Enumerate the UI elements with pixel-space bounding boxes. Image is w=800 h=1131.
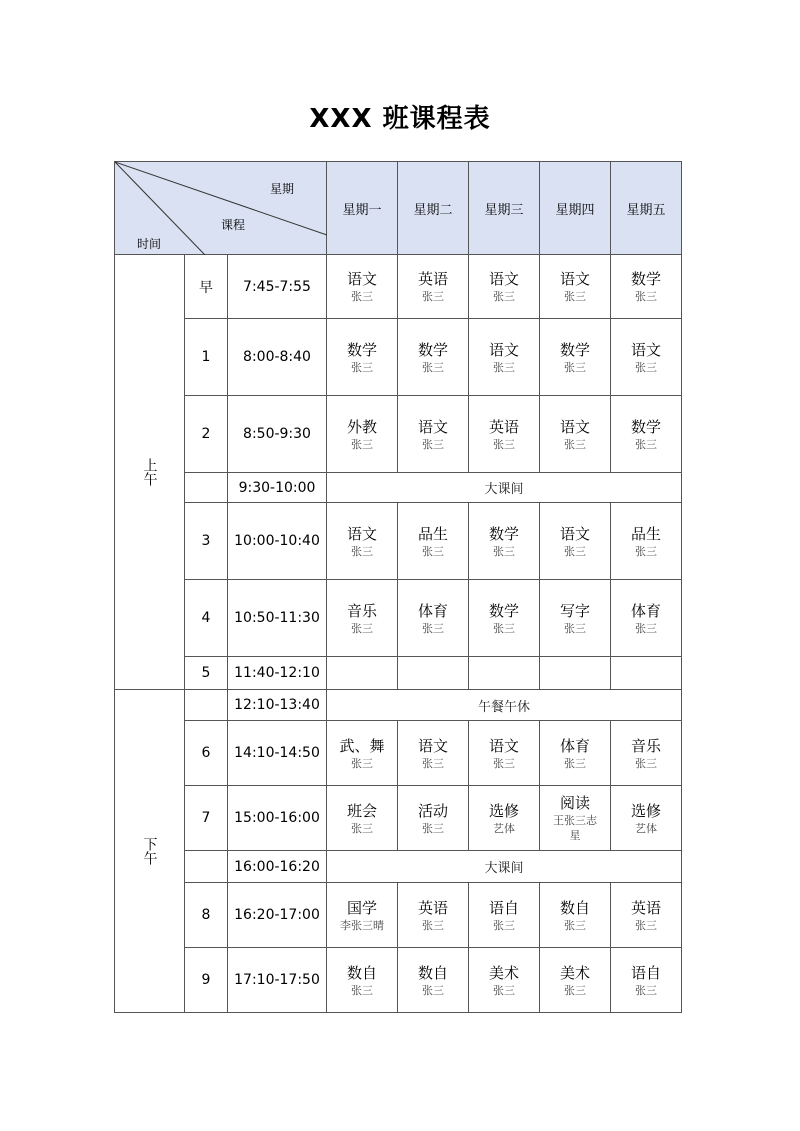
period-number: 4 (185, 580, 228, 657)
class-cell (327, 396, 398, 473)
class-cell (327, 883, 398, 948)
teacher-name: 张三 (635, 290, 658, 303)
subject-name: 数学 (631, 417, 662, 436)
class-cell (540, 883, 611, 948)
subject-name: 语文 (489, 736, 520, 755)
subject-name: 数学 (418, 340, 449, 359)
time-range: 9:30-10:00 (228, 473, 327, 503)
corner-header (115, 162, 327, 255)
subject-name: 选修 (631, 801, 662, 820)
class-cell (398, 883, 469, 948)
class-cell (398, 396, 469, 473)
teacher-name: 张三 (493, 621, 516, 635)
subject-name: 音乐 (347, 601, 378, 620)
day-header: 星期五 (611, 162, 682, 255)
class-cell (327, 580, 398, 657)
period-number: 9 (185, 948, 228, 1013)
teacher-name: 张三 (422, 983, 445, 997)
class-cell (327, 503, 398, 580)
period-number (185, 851, 228, 883)
class-row (115, 396, 682, 473)
session-label: 上午 (115, 255, 185, 690)
session-label: 下午 (115, 690, 185, 1013)
period-number: 8 (185, 883, 228, 948)
subject-name: 美术 (560, 963, 591, 982)
subject-name: 数学 (489, 601, 520, 620)
subject-name: 国学 (347, 898, 378, 917)
teacher-name: 张三 (422, 290, 445, 303)
time-range: 10:50-11:30 (228, 580, 327, 657)
class-cell (540, 255, 611, 319)
subject-name: 语文 (560, 270, 591, 288)
class-row (115, 319, 682, 396)
class-row (115, 721, 682, 786)
class-cell (611, 580, 682, 657)
subject-name: 英语 (631, 898, 662, 917)
teacher-name: 张三 (422, 756, 445, 770)
class-cell (540, 786, 611, 851)
period-number: 2 (185, 396, 228, 473)
subject-name: 品生 (418, 524, 449, 543)
time-range: 17:10-17:50 (228, 948, 327, 1013)
class-cell (398, 721, 469, 786)
time-range: 15:00-16:00 (228, 786, 327, 851)
class-cell (398, 255, 469, 319)
period-number: 3 (185, 503, 228, 580)
subject-name: 体育 (631, 601, 662, 620)
class-row (115, 657, 682, 690)
class-cell (327, 319, 398, 396)
subject-name: 武、舞 (339, 736, 385, 755)
class-cell (611, 786, 682, 851)
subject-name: 语文 (489, 270, 520, 288)
class-cell (327, 786, 398, 851)
time-range: 8:50-9:30 (228, 396, 327, 473)
teacher-name: 张三 (493, 756, 516, 770)
class-cell (611, 319, 682, 396)
subject-name: 外教 (347, 417, 378, 436)
teacher-name: 张三 (564, 918, 587, 932)
subject-name: 语文 (347, 524, 378, 543)
teacher-name: 张三 (493, 918, 516, 932)
teacher-name: 张三 (564, 621, 587, 635)
class-cell (327, 255, 398, 319)
teacher-name: 张三 (635, 544, 658, 558)
teacher-name: 张三 (635, 983, 658, 997)
teacher-name: 张三 (422, 544, 445, 558)
teacher-name: 艺体 (635, 821, 658, 835)
time-range: 8:00-8:40 (228, 319, 327, 396)
subject-name: 班会 (347, 801, 378, 820)
teacher-name: 张三 (493, 544, 516, 558)
period-number: 早 (185, 255, 228, 319)
teacher-name: 张三 (351, 621, 374, 635)
subject-name: 音乐 (631, 736, 662, 755)
subject-name: 数自 (418, 963, 449, 982)
class-cell (469, 948, 540, 1013)
class-cell (611, 883, 682, 948)
period-number (185, 473, 228, 503)
subject-name: 语文 (418, 417, 449, 436)
teacher-name: 张三 (493, 360, 516, 374)
time-range: 10:00-10:40 (228, 503, 327, 580)
break-row (115, 851, 682, 883)
corner-weekday-label: 星期 (270, 182, 295, 196)
class-cell (540, 948, 611, 1013)
teacher-name: 张三 (493, 983, 516, 997)
corner-time-label: 时间 (137, 237, 162, 251)
corner-course-label: 课程 (221, 218, 246, 232)
header-row (115, 162, 682, 255)
teacher-name: 张三 (351, 983, 374, 997)
period-number: 1 (185, 319, 228, 396)
subject-name: 写字 (560, 601, 591, 620)
teacher-name: 张三 (564, 544, 587, 558)
teacher-name: 张三 (564, 756, 587, 770)
time-range: 7:45-7:55 (228, 255, 327, 319)
class-row (115, 503, 682, 580)
subject-name: 英语 (489, 417, 520, 436)
class-cell (327, 721, 398, 786)
timetable (114, 161, 682, 1013)
subject-name: 语文 (560, 524, 591, 543)
day-header: 星期一 (327, 162, 398, 255)
class-row (115, 948, 682, 1013)
teacher-name: 张三 (564, 360, 587, 374)
break-label: 大课间 (327, 473, 682, 503)
class-cell (540, 319, 611, 396)
time-range: 16:20-17:00 (228, 883, 327, 948)
teacher-name: 张三 (351, 544, 374, 558)
period-number: 5 (185, 657, 228, 690)
class-cell (469, 786, 540, 851)
subject-name: 语文 (489, 340, 520, 359)
teacher-name: 张三 (635, 918, 658, 932)
break-row (115, 473, 682, 503)
class-cell (611, 255, 682, 319)
teacher-name: 张三 (635, 360, 658, 374)
class-cell (469, 883, 540, 948)
teacher-name: 张三 (422, 621, 445, 635)
teacher-name: 艺体 (493, 821, 516, 835)
teacher-name: 张三 (351, 290, 374, 303)
class-row (115, 883, 682, 948)
subject-name: 美术 (489, 963, 520, 982)
class-cell (611, 721, 682, 786)
subject-name: 数学 (489, 524, 520, 543)
class-cell (469, 657, 540, 690)
class-cell (398, 580, 469, 657)
teacher-name: 张三 (564, 437, 587, 451)
class-cell (469, 255, 540, 319)
teacher-name: 张三 (635, 621, 658, 635)
teacher-name: 张三 (564, 983, 587, 997)
teacher-name: 张三 (422, 918, 445, 932)
day-header: 星期三 (469, 162, 540, 255)
subject-name: 语自 (631, 963, 662, 982)
teacher-name: 张三 (422, 821, 445, 835)
subject-name: 品生 (631, 524, 662, 543)
subject-name: 数自 (560, 898, 591, 917)
subject-name: 数学 (631, 270, 662, 288)
class-cell (469, 319, 540, 396)
period-number: 7 (185, 786, 228, 851)
teacher-name: 张三 (635, 437, 658, 451)
class-cell (469, 580, 540, 657)
subject-name: 数自 (347, 963, 378, 982)
class-cell (398, 786, 469, 851)
class-cell (398, 503, 469, 580)
subject-name: 语自 (489, 898, 520, 917)
class-cell (327, 657, 398, 690)
subject-name: 英语 (418, 270, 449, 288)
teacher-name: 张三 (351, 437, 374, 451)
class-cell (398, 657, 469, 690)
class-cell (469, 721, 540, 786)
class-row (115, 580, 682, 657)
subject-name: 语文 (347, 270, 378, 288)
page-title: XXX 班课程表 (309, 104, 491, 134)
subject-name: 选修 (489, 801, 520, 820)
period-number (185, 690, 228, 721)
teacher-name: 张三 (564, 290, 587, 303)
teacher-name: 张三 (422, 360, 445, 374)
subject-name: 语文 (631, 340, 662, 359)
subject-name: 语文 (418, 736, 449, 755)
break-row (115, 690, 682, 721)
day-header: 星期二 (398, 162, 469, 255)
class-cell (611, 503, 682, 580)
time-range: 16:00-16:20 (228, 851, 327, 883)
time-range: 11:40-12:10 (228, 657, 327, 690)
subject-name: 体育 (418, 601, 449, 620)
class-cell (469, 503, 540, 580)
class-cell (540, 580, 611, 657)
day-header: 星期四 (540, 162, 611, 255)
subject-name: 体育 (560, 736, 591, 755)
class-cell (611, 657, 682, 690)
class-cell (611, 948, 682, 1013)
teacher-name: 张三 (493, 290, 516, 303)
teacher-name: 张三 (351, 360, 374, 374)
break-label: 午餐午休 (327, 690, 682, 721)
subject-name: 英语 (418, 898, 449, 917)
time-range: 14:10-14:50 (228, 721, 327, 786)
class-cell (540, 657, 611, 690)
break-label: 大课间 (327, 851, 682, 883)
class-cell (540, 721, 611, 786)
class-cell (540, 503, 611, 580)
class-cell (540, 396, 611, 473)
teacher-name: 张三 (422, 437, 445, 451)
period-number: 6 (185, 721, 228, 786)
class-row (115, 786, 682, 851)
class-cell (398, 319, 469, 396)
subject-name: 数学 (347, 340, 378, 359)
class-cell (398, 948, 469, 1013)
class-row (115, 255, 682, 319)
teacher-name: 张三 (635, 756, 658, 770)
subject-name: 语文 (560, 417, 591, 436)
subject-name: 活动 (418, 801, 449, 820)
teacher-name: 李张三晴 (340, 918, 385, 932)
class-cell (611, 396, 682, 473)
subject-name: 数学 (560, 340, 591, 359)
teacher-name: 张三 (351, 821, 374, 835)
class-cell (469, 396, 540, 473)
time-range: 12:10-13:40 (228, 690, 327, 721)
subject-name: 阅读 (560, 794, 591, 812)
teacher-name: 张三 (493, 437, 516, 451)
teacher-name: 张三 (351, 756, 374, 770)
teacher-name: 王张三志星 (553, 814, 598, 842)
class-cell (327, 948, 398, 1013)
